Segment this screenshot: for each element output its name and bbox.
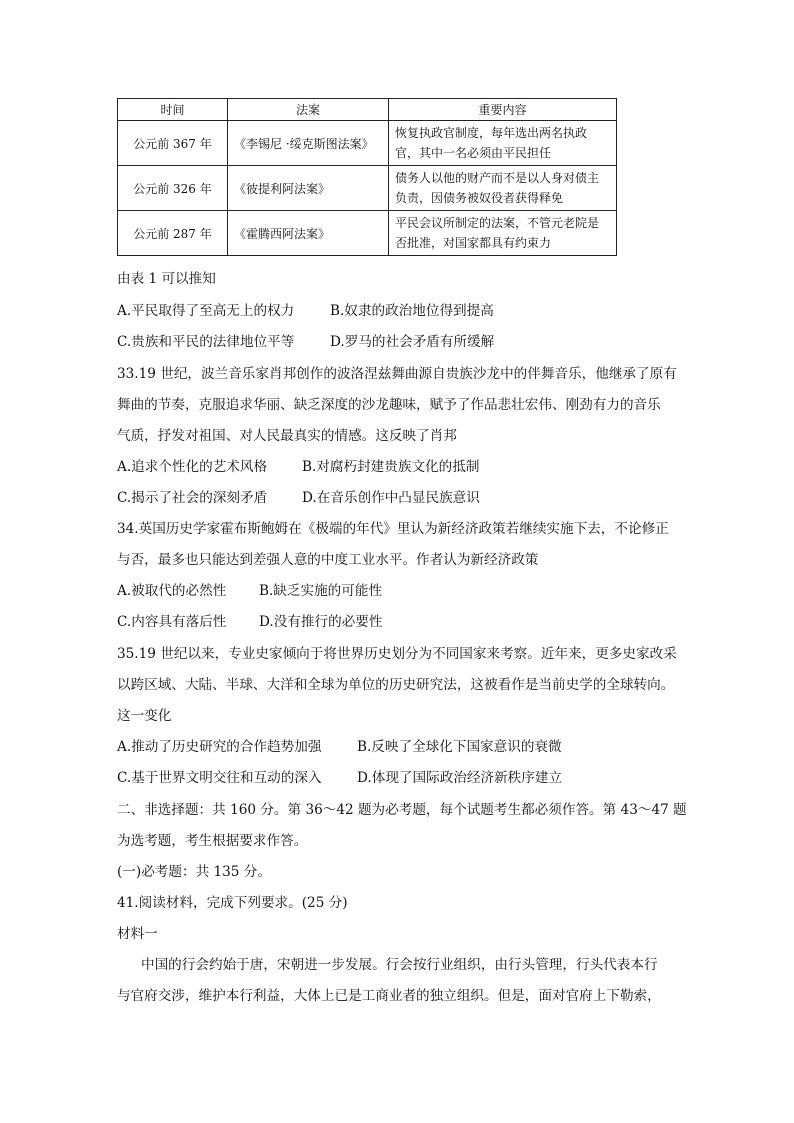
q34-option-a[interactable]: A.被取代的必然性 bbox=[117, 583, 227, 599]
q33-stem-line3: 气质，抒发对祖国、对人民最真实的情感。这反映了肖邦 bbox=[117, 428, 457, 444]
q35-options-row1 bbox=[117, 738, 697, 756]
row-content: 恢复执政官制度，每年选出两名执政官，其中一名必须由平民担任 bbox=[389, 121, 617, 166]
q41-stem: 41.阅读材料，完成下列要求。(25 分) bbox=[117, 895, 348, 911]
header-time: 时间 bbox=[118, 99, 228, 121]
table-row bbox=[118, 121, 617, 166]
row-content: 债务人以他的财产而不是以人身对债主负责，因债务被奴役者获得释免 bbox=[389, 166, 617, 211]
q32-option-b[interactable]: B.奴隶的政治地位得到提高 bbox=[330, 303, 494, 319]
q33-options-row2 bbox=[117, 489, 697, 507]
q33-option-b[interactable]: B.对腐朽封建贵族文化的抵制 bbox=[302, 459, 480, 475]
q35-option-b[interactable]: B.反映了全球化下国家意识的衰微 bbox=[357, 739, 562, 755]
q32-options-row2 bbox=[117, 333, 697, 351]
q34-options-row1 bbox=[117, 582, 697, 600]
q32-option-a[interactable]: A.平民取得了至高无上的权力 bbox=[117, 303, 295, 319]
q34-options-row2 bbox=[117, 613, 697, 631]
q33-option-c[interactable]: C.揭示了社会的深刻矛盾 bbox=[117, 490, 268, 506]
q35-stem-line2: 以跨区域、大陆、半球、大洋和全球为单位的历史研究法，这被看作是当前史学的全球转向。 bbox=[117, 677, 675, 693]
q32-options-row1 bbox=[117, 302, 697, 320]
table-header-row bbox=[118, 99, 617, 121]
section2-heading-line1: 二、非选择题：共 160 分。第 36～42 题为必考题，每个试题考生都必须作答。第 43～47 题 bbox=[117, 802, 687, 818]
required-section-heading: (一)必考题：共 135 分。 bbox=[117, 864, 271, 880]
q35-option-c[interactable]: C.基于世界文明交往和互动的深入 bbox=[117, 770, 322, 786]
q32-stem: 由表 1 可以推知 bbox=[117, 271, 216, 287]
q35-stem-line3: 这一变化 bbox=[117, 708, 172, 724]
row-content: 平民会议所制定的法案，不管元老院是否批准，对国家都具有约束力 bbox=[389, 211, 617, 256]
section2-heading-line2: 为选考题，考生根据要求作答。 bbox=[117, 833, 308, 849]
table-row bbox=[118, 166, 617, 211]
q33-option-d[interactable]: D.在音乐创作中凸显民族意识 bbox=[302, 490, 480, 506]
q34-option-b[interactable]: B.缺乏实施的可能性 bbox=[259, 583, 383, 599]
q34-stem-line1: 34.英国历史学家霍布斯鲍姆在《极端的年代》里认为新经济政策若继续实施下去，不论修正 bbox=[117, 521, 669, 537]
header-law: 法案 bbox=[228, 99, 389, 121]
q33-option-a[interactable]: A.追求个性化的艺术风格 bbox=[117, 459, 268, 475]
q35-options-row2 bbox=[117, 769, 697, 787]
q35-stem-line1: 35.19 世纪以来，专业史家倾向于将世界历史划分为不同国家来考察。近年来，更多史家改采 bbox=[117, 646, 677, 662]
row-time: 公元前 287 年 bbox=[118, 211, 228, 256]
table-row bbox=[118, 211, 617, 256]
q33-options-row1 bbox=[117, 458, 697, 476]
row-time: 公元前 326 年 bbox=[118, 166, 228, 211]
row-law: 《彼提利阿法案》 bbox=[228, 166, 389, 211]
q35-option-a[interactable]: A.推动了历史研究的合作趋势加强 bbox=[117, 739, 322, 755]
row-time: 公元前 367 年 bbox=[118, 121, 228, 166]
law-table bbox=[117, 98, 617, 256]
row-law: 《霍腾西阿法案》 bbox=[228, 211, 389, 256]
q34-stem-line2: 与否，最多也只能达到差强人意的中度工业水平。作者认为新经济政策 bbox=[117, 552, 539, 568]
q33-stem-line1: 33.19 世纪，波兰音乐家肖邦创作的波洛涅兹舞曲源自贵族沙龙中的伴舞音乐，他继承了原有 bbox=[117, 366, 677, 382]
material-label: 材料一 bbox=[117, 926, 158, 942]
material-line1: 中国的行会约始于唐，宋朝进一步发展。行会按行业组织，由行头管理，行头代表本行 bbox=[141, 957, 658, 973]
q33-stem-line2: 舞曲的节奏，克服追求华丽、缺乏深度的沙龙趣味，赋予了作品悲壮宏伟、刚劲有力的音乐 bbox=[117, 397, 661, 413]
q34-option-d[interactable]: D.没有推行的必要性 bbox=[259, 614, 383, 630]
q35-option-d[interactable]: D.体现了国际政治经济新秩序建立 bbox=[357, 770, 563, 786]
header-content: 重要内容 bbox=[389, 99, 617, 121]
q34-option-c[interactable]: C.内容具有落后性 bbox=[117, 614, 227, 630]
row-law: 《李锡尼 ·绥克斯图法案》 bbox=[228, 121, 389, 166]
q32-option-d[interactable]: D.罗马的社会矛盾有所缓解 bbox=[330, 334, 495, 350]
material-line2: 与官府交涉，维护本行利益，大体上已是工商业者的独立组织。但是，面对官府上下勒索， bbox=[117, 988, 661, 1004]
q32-option-c[interactable]: C.贵族和平民的法律地位平等 bbox=[117, 334, 295, 350]
